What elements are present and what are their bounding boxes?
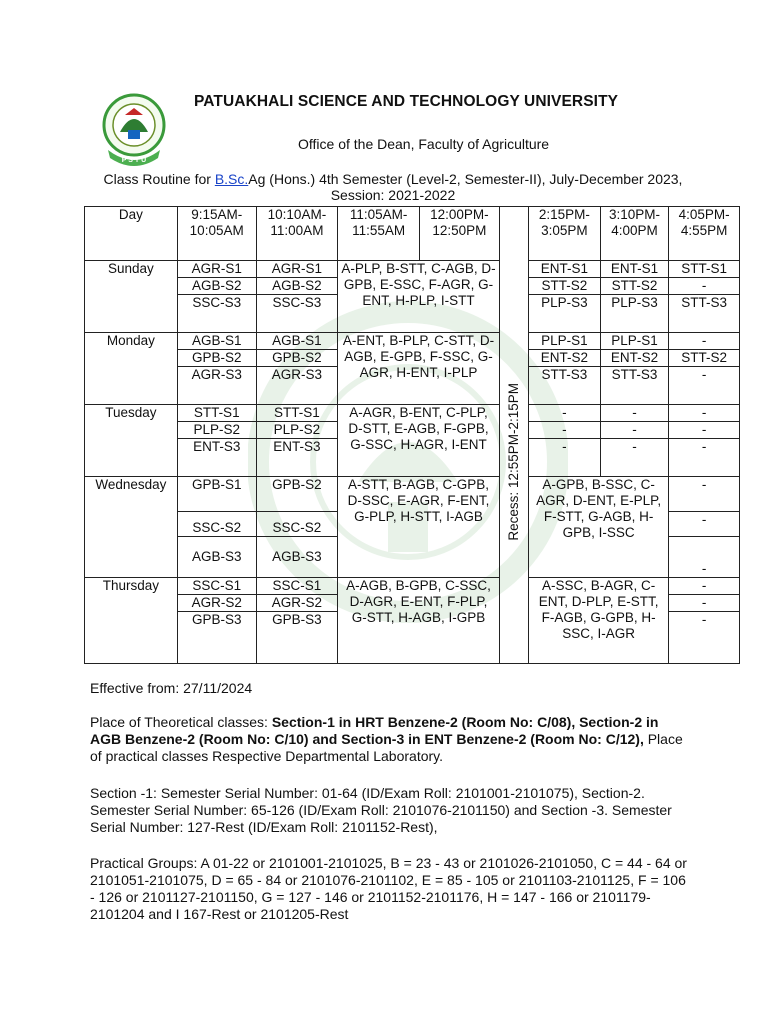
- table-cell: -: [529, 439, 601, 477]
- section-info: Section -1: Semester Serial Number: 01-64 (ID/Exam Roll: 2101001-2101075), Section-2. Semester Serial Number: 65-126 (ID/Exam Roll: 2101076-2101150) and Section -3. Semester Serial Number: 127-Rest (ID/Exam Roll: 2101152-Rest),: [90, 785, 672, 835]
- table-cell: PLP-S2: [256, 422, 338, 439]
- practical-groups-info: Practical Groups: A 01-22 or 2101001-2101025, B = 23 - 43 or 2101026-2101050, C = 44 - 64 or 2101051-2101075, D = 65 - 84 or 2101076-2101102, E = 85 - 105 or 2101103-2101125, F = 106 - 126 or 2101127-2101150, G = 127 - 146 or 2101152-2101176, H = 147 - 166 or 2101179-2101204 and I 167-Rest or 2101205-Rest: [90, 855, 687, 922]
- table-cell: -: [669, 422, 740, 439]
- table-cell: SSC-S3: [256, 295, 338, 333]
- table-row-thursday: [85, 578, 740, 595]
- table-cell: AGB-S3: [256, 537, 338, 578]
- day-label: Monday: [85, 333, 178, 405]
- day-label: Thursday: [85, 578, 178, 664]
- table-cell: PLP-S1: [529, 333, 601, 350]
- recess-label: Recess: 12:55PM-2:15PM: [505, 382, 521, 541]
- table-cell: -: [600, 405, 669, 422]
- day-label: Wednesday: [85, 477, 178, 578]
- table-cell: -: [669, 578, 740, 595]
- table-cell: -: [529, 405, 601, 422]
- class-routine-table: [84, 206, 740, 664]
- table-cell: -: [600, 422, 669, 439]
- header-row: [85, 207, 740, 261]
- table-cell: AGB-S2: [177, 278, 256, 295]
- table-cell: AGB-S1: [177, 333, 256, 350]
- table-cell: PLP-S3: [600, 295, 669, 333]
- table-cell: -: [669, 537, 740, 578]
- table-cell: STT-S2: [669, 350, 740, 367]
- table-cell: PLP-S1: [600, 333, 669, 350]
- university-name: PATUAKHALI SCIENCE AND TECHNOLOGY UNIVERSITY: [194, 93, 619, 110]
- table-cell: AGB-S3: [177, 537, 256, 578]
- header-slot-6: 2:15PM-3:05PM: [529, 207, 601, 261]
- table-cell: AGR-S2: [177, 595, 256, 612]
- table-cell: ENT-S3: [256, 439, 338, 477]
- table-cell: GPB-S3: [177, 612, 256, 664]
- table-cell: GPB-S1: [177, 477, 256, 512]
- university-logo: [98, 92, 170, 166]
- header-slot-1: 9:15AM-10:05AM: [177, 207, 256, 261]
- recess-cell: [499, 261, 528, 664]
- table-cell: AGR-S3: [256, 367, 338, 405]
- table-cell: GPB-S2: [256, 350, 338, 367]
- table-cell: -: [669, 439, 740, 477]
- table-cell: ENT-S1: [600, 261, 669, 278]
- table-cell: AGR-S1: [177, 261, 256, 278]
- table-cell: STT-S1: [669, 261, 740, 278]
- table-cell: -: [669, 477, 740, 512]
- table-cell: SSC-S1: [177, 578, 256, 595]
- table-cell: STT-S2: [600, 278, 669, 295]
- table-cell: ENT-S3: [177, 439, 256, 477]
- table-cell: GPB-S2: [177, 350, 256, 367]
- table-cell: SSC-S1: [256, 578, 338, 595]
- table-cell: STT-S3: [600, 367, 669, 405]
- table-cell: GPB-S2: [256, 477, 338, 512]
- table-cell: STT-S3: [669, 295, 740, 333]
- header-slot-4: 12:00PM-12:50PM: [420, 207, 500, 261]
- table-cell: -: [529, 422, 601, 439]
- practical-groups-cell: A-ENT, B-PLP, C-STT, D-AGB, E-GPB, F-SSC, G-AGR, H-ENT, I-PLP: [338, 333, 499, 405]
- table-cell: SSC-S2: [256, 512, 338, 537]
- table-cell: -: [600, 439, 669, 477]
- header-slot-3: 11:05AM-11:55AM: [338, 207, 420, 261]
- header-recess: [499, 207, 528, 261]
- table-cell: STT-S2: [529, 278, 601, 295]
- table-cell: -: [669, 612, 740, 664]
- table-cell: STT-S1: [177, 405, 256, 422]
- table-cell: ENT-S1: [529, 261, 601, 278]
- header-slot-8: 4:05PM-4:55PM: [669, 207, 740, 261]
- table-cell: AGR-S2: [256, 595, 338, 612]
- table-cell: AGR-S3: [177, 367, 256, 405]
- table-cell: SSC-S2: [177, 512, 256, 537]
- table-cell: GPB-S3: [256, 612, 338, 664]
- svg-text:P S T U: P S T U: [121, 157, 147, 164]
- lab-groups-cell: A-GPB, B-SSC, C-AGR, D-ENT, E-PLP, F-STT, G-AGB, H-GPB, I-SSC: [529, 477, 669, 578]
- table-cell: PLP-S3: [529, 295, 601, 333]
- table-cell: PLP-S2: [177, 422, 256, 439]
- table-cell: -: [669, 367, 740, 405]
- office-name: Office of the Dean, Faculty of Agriculture: [298, 136, 550, 152]
- header-slot-7: 3:10PM-4:00PM: [600, 207, 669, 261]
- table-row-tuesday: [85, 405, 740, 422]
- table-cell: -: [669, 405, 740, 422]
- table-row-wednesday: [85, 477, 740, 512]
- practical-groups-cell: A-PLP, B-STT, C-AGB, D-GPB, E-SSC, F-AGR, G-ENT, H-PLP, I-STT: [338, 261, 499, 333]
- table-cell: ENT-S2: [600, 350, 669, 367]
- day-label: Tuesday: [85, 405, 178, 477]
- table-cell: ENT-S2: [529, 350, 601, 367]
- table-cell: STT-S3: [529, 367, 601, 405]
- bsc-link[interactable]: B.Sc.: [214, 171, 249, 187]
- table-row-monday: [85, 333, 740, 350]
- table-row-sunday: [85, 261, 740, 278]
- practical-groups-cell: A-AGB, B-GPB, C-SSC, D-AGR, E-ENT, F-PLP, G-STT, H-AGB, I-GPB: [338, 578, 499, 664]
- theory-class-place: Place of Theoretical classes: Section-1 in HRT Benzene-2 (Room No: C/08), Section-2 in AGB Benzene-2 (Room No: C/10) and Section-3 in ENT Benzene-2 (Room No: C/12), Place of practical classes Respective Departmental Laboratory.: [90, 714, 683, 764]
- table-cell: AGB-S1: [256, 333, 338, 350]
- header-slot-2: 10:10AM-11:00AM: [256, 207, 338, 261]
- routine-title: Class Routine for B.Sc.Ag (Hons.) 4th Semester (Level-2, Semester-II), July-December 2023, Session: 2021-2022: [103, 171, 683, 203]
- table-cell: -: [669, 595, 740, 612]
- table-cell: SSC-S3: [177, 295, 256, 333]
- practical-groups-cell: A-STT, B-AGB, C-GPB, D-SSC, E-AGR, F-ENT, G-PLP, H-STT, I-AGB: [338, 477, 499, 578]
- lab-groups-cell: A-SSC, B-AGR, C-ENT, D-PLP, E-STT, F-AGB, G-GPB, H-SSC, I-AGR: [529, 578, 669, 664]
- table-cell: STT-S1: [256, 405, 338, 422]
- table-cell: -: [669, 512, 740, 537]
- table-cell: -: [669, 278, 740, 295]
- effective-date: Effective from: 27/11/2024: [90, 680, 253, 696]
- day-label: Sunday: [85, 261, 178, 333]
- table-cell: -: [669, 333, 740, 350]
- table-cell: AGB-S2: [256, 278, 338, 295]
- header-day: Day: [85, 207, 178, 261]
- table-cell: AGR-S1: [256, 261, 338, 278]
- practical-groups-cell: A-AGR, B-ENT, C-PLP, D-STT, E-AGB, F-GPB, G-SSC, H-AGR, I-ENT: [338, 405, 499, 477]
